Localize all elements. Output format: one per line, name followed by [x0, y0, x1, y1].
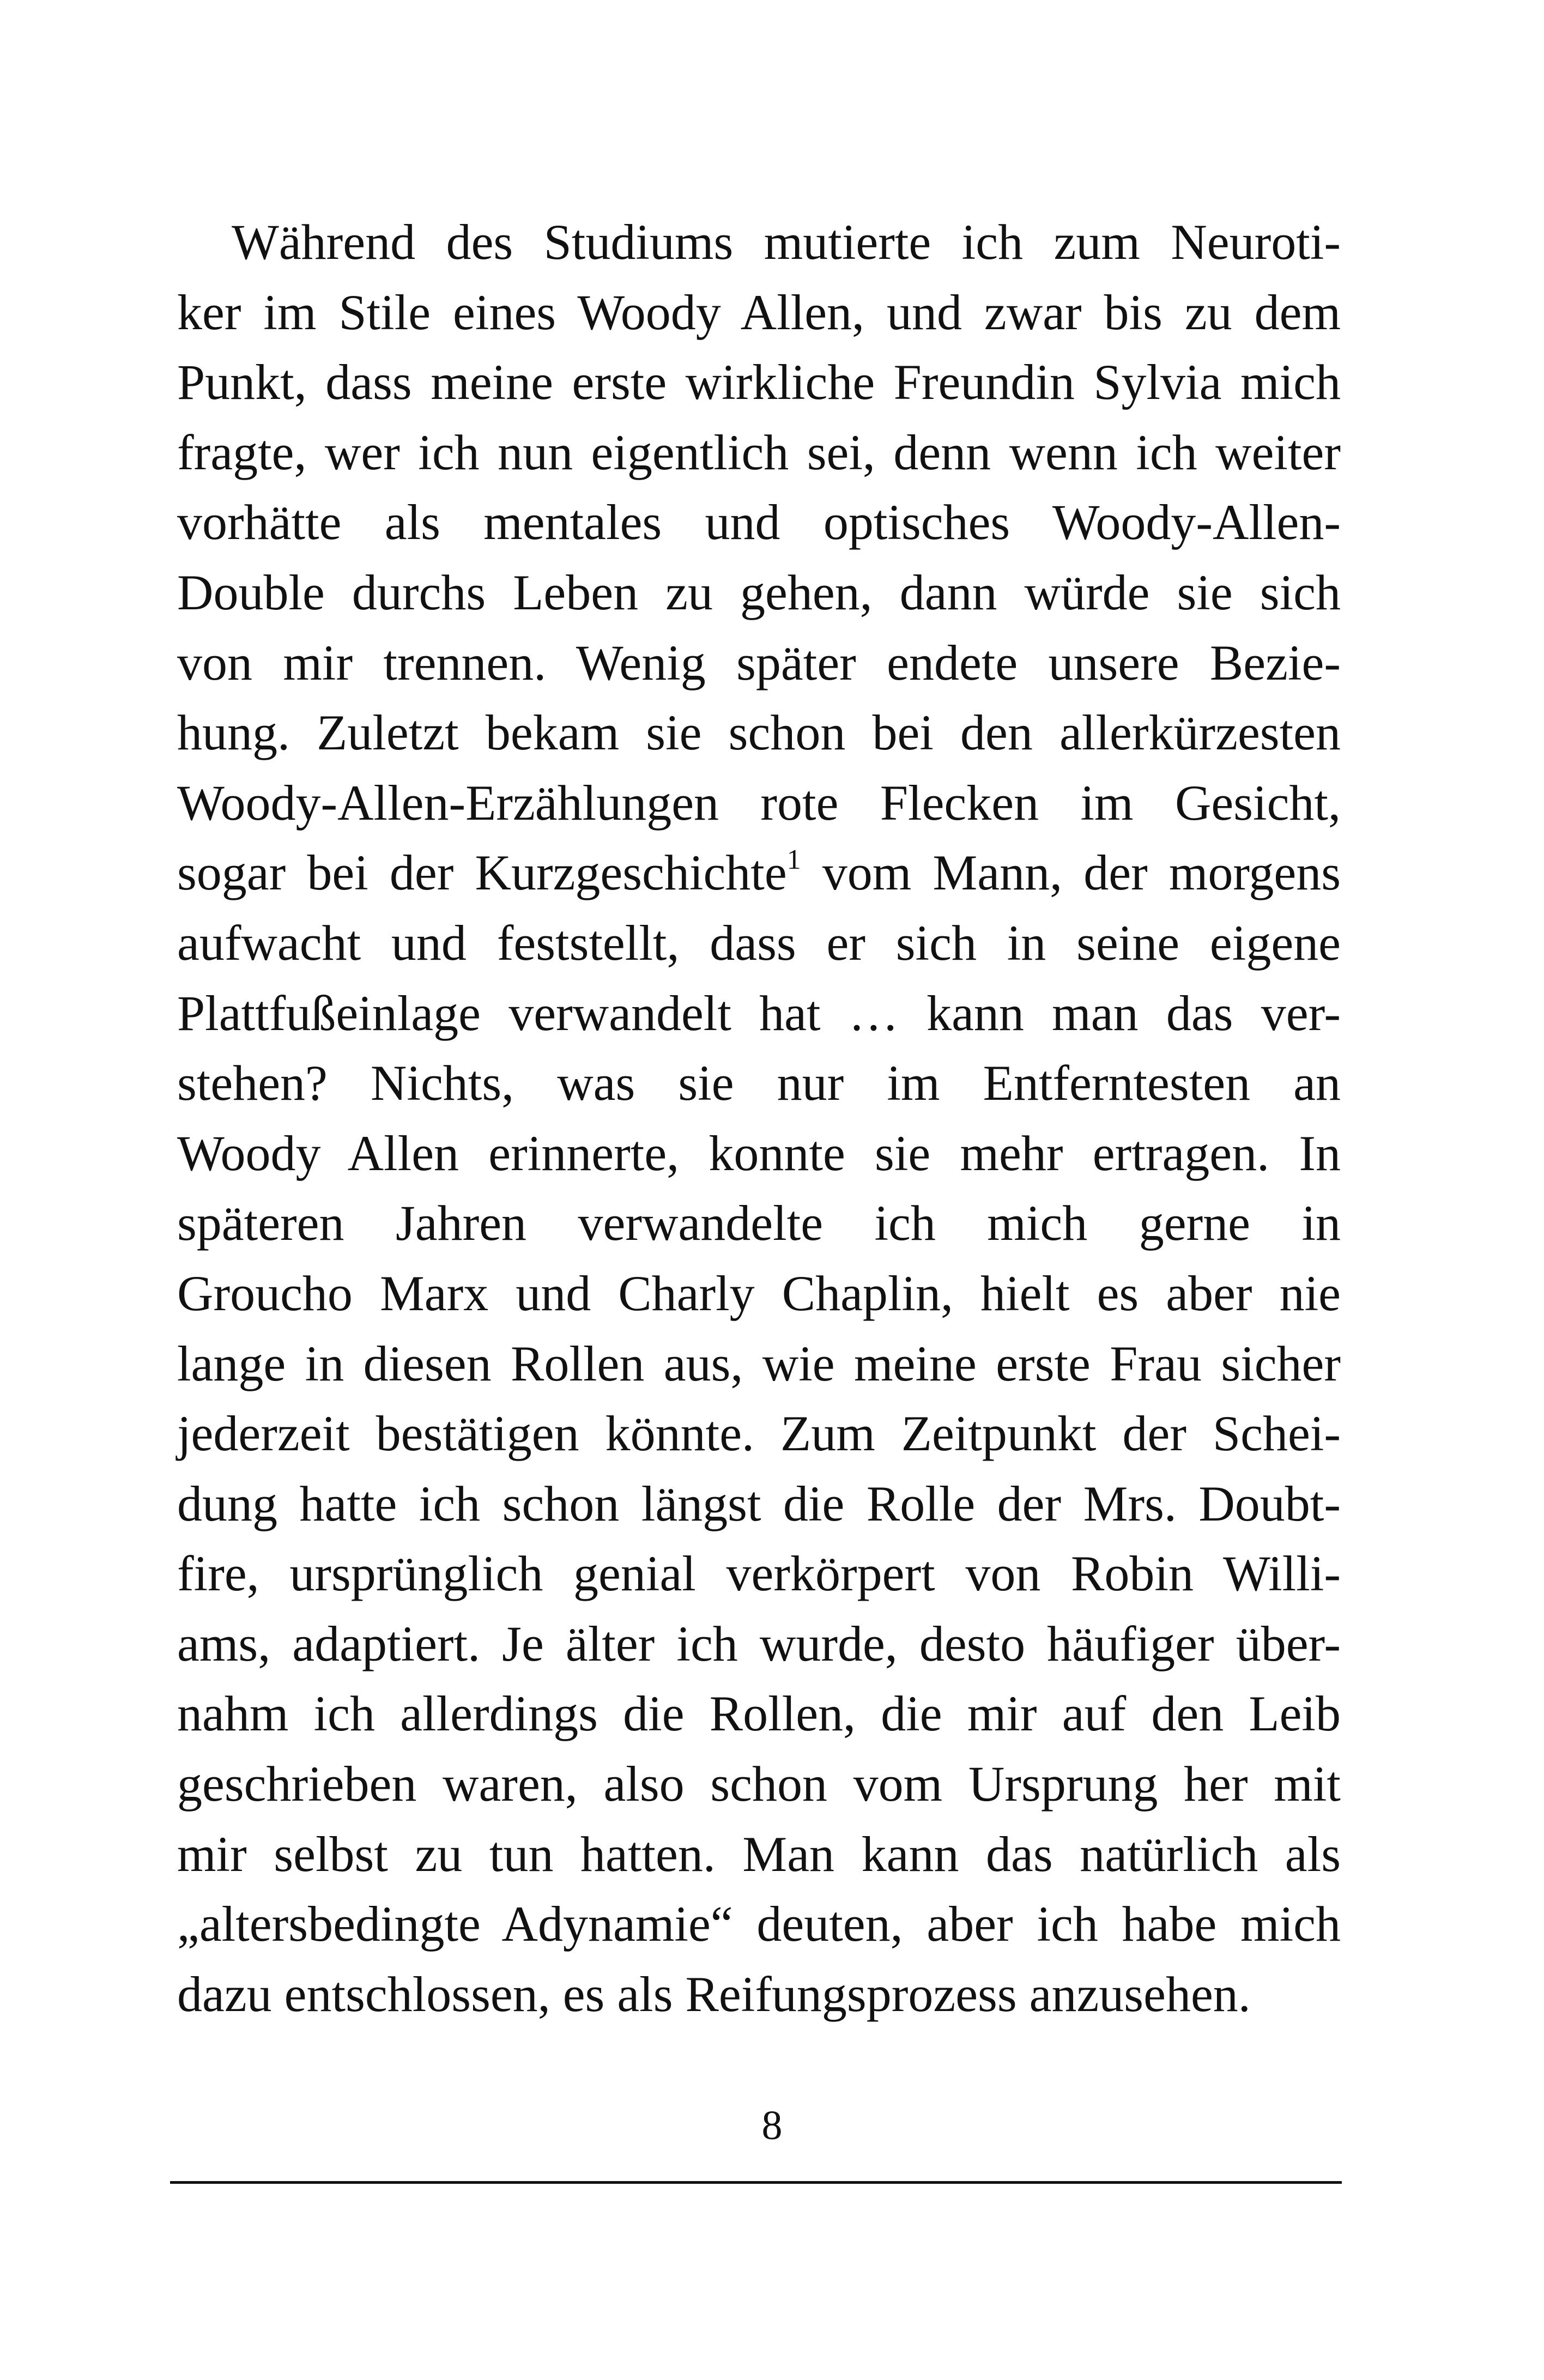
text-line: geschrieben waren, also schon vom Ursprung her mit	[177, 1756, 1341, 1812]
text-line: Double durchs Leben zu gehen, dann würde sie sich	[177, 564, 1341, 620]
body-paragraph	[177, 207, 1341, 2029]
footnote-reference[interactable]: 1	[786, 844, 801, 876]
text-line: dung hatte ich schon längst die Rolle der Mrs. Doubt-	[177, 1475, 1341, 1531]
text-line: „altersbedingte Adynamie“ deuten, aber ich habe mich	[177, 1896, 1341, 1952]
text-line: von mir trennen. Wenig später endete unsere Bezie-	[177, 634, 1341, 691]
text-line: hung. Zuletzt bekam sie schon bei den allerkürzesten	[177, 705, 1341, 761]
text-line: Punkt, dass meine erste wirkliche Freundin Sylvia mich	[177, 354, 1341, 410]
text-segment: sogar bei der Kurzgeschichte	[177, 845, 787, 901]
text-line: aufwacht und feststellt, dass er sich in seine eigene	[177, 915, 1341, 971]
text-line: späteren Jahren verwandelte ich mich gerne in	[177, 1195, 1341, 1251]
page-number: 8	[761, 2103, 783, 2148]
text-line: ams, adaptiert. Je älter ich wurde, desto häufiger über-	[177, 1615, 1341, 1672]
text-line: nahm ich allerdings die Rollen, die mir auf den Leib	[177, 1686, 1341, 1742]
footer-rule	[170, 2181, 1342, 2184]
text-line: fragte, wer ich nun eigentlich sei, denn wenn ich weiter	[177, 424, 1341, 480]
text-line: stehen? Nichts, was sie nur im Entferntesten an	[177, 1055, 1341, 1111]
text-line: Groucho Marx und Charly Chaplin, hielt es aber nie	[177, 1265, 1341, 1321]
text-line: ker im Stile eines Woody Allen, und zwar bis zu dem	[177, 284, 1341, 340]
text-line: Woody Allen erinnerte, konnte sie mehr ertragen. In	[177, 1125, 1341, 1181]
text-line: jederzeit bestätigen könnte. Zum Zeitpunkt der Schei-	[177, 1406, 1341, 1462]
text-line: Woody-Allen-Erzählungen rote Flecken im Gesicht,	[177, 774, 1341, 831]
text-line: fire, ursprünglich genial verkörpert von Robin Willi-	[177, 1546, 1341, 1602]
text-line: vorhätte als mentales und optisches Woody-Allen-	[177, 494, 1341, 550]
text-line-with-footnote	[177, 838, 1341, 908]
text-line: mir selbst zu tun hatten. Man kann das natürlich als	[177, 1826, 1341, 1882]
text-line: Während des Studiums mutierte ich zum Neuroti-	[232, 214, 1341, 270]
text-line: lange in diesen Rollen aus, wie meine erste Frau sicher	[177, 1335, 1341, 1391]
text-line: dazu entschlossen, es als Reifungsprozess anzusehen.	[177, 1966, 1251, 2022]
text-line: Plattfußeinlage verwandelt hat … kann man das ver-	[177, 985, 1341, 1041]
text-segment: vom Mann, der morgens	[801, 845, 1341, 901]
